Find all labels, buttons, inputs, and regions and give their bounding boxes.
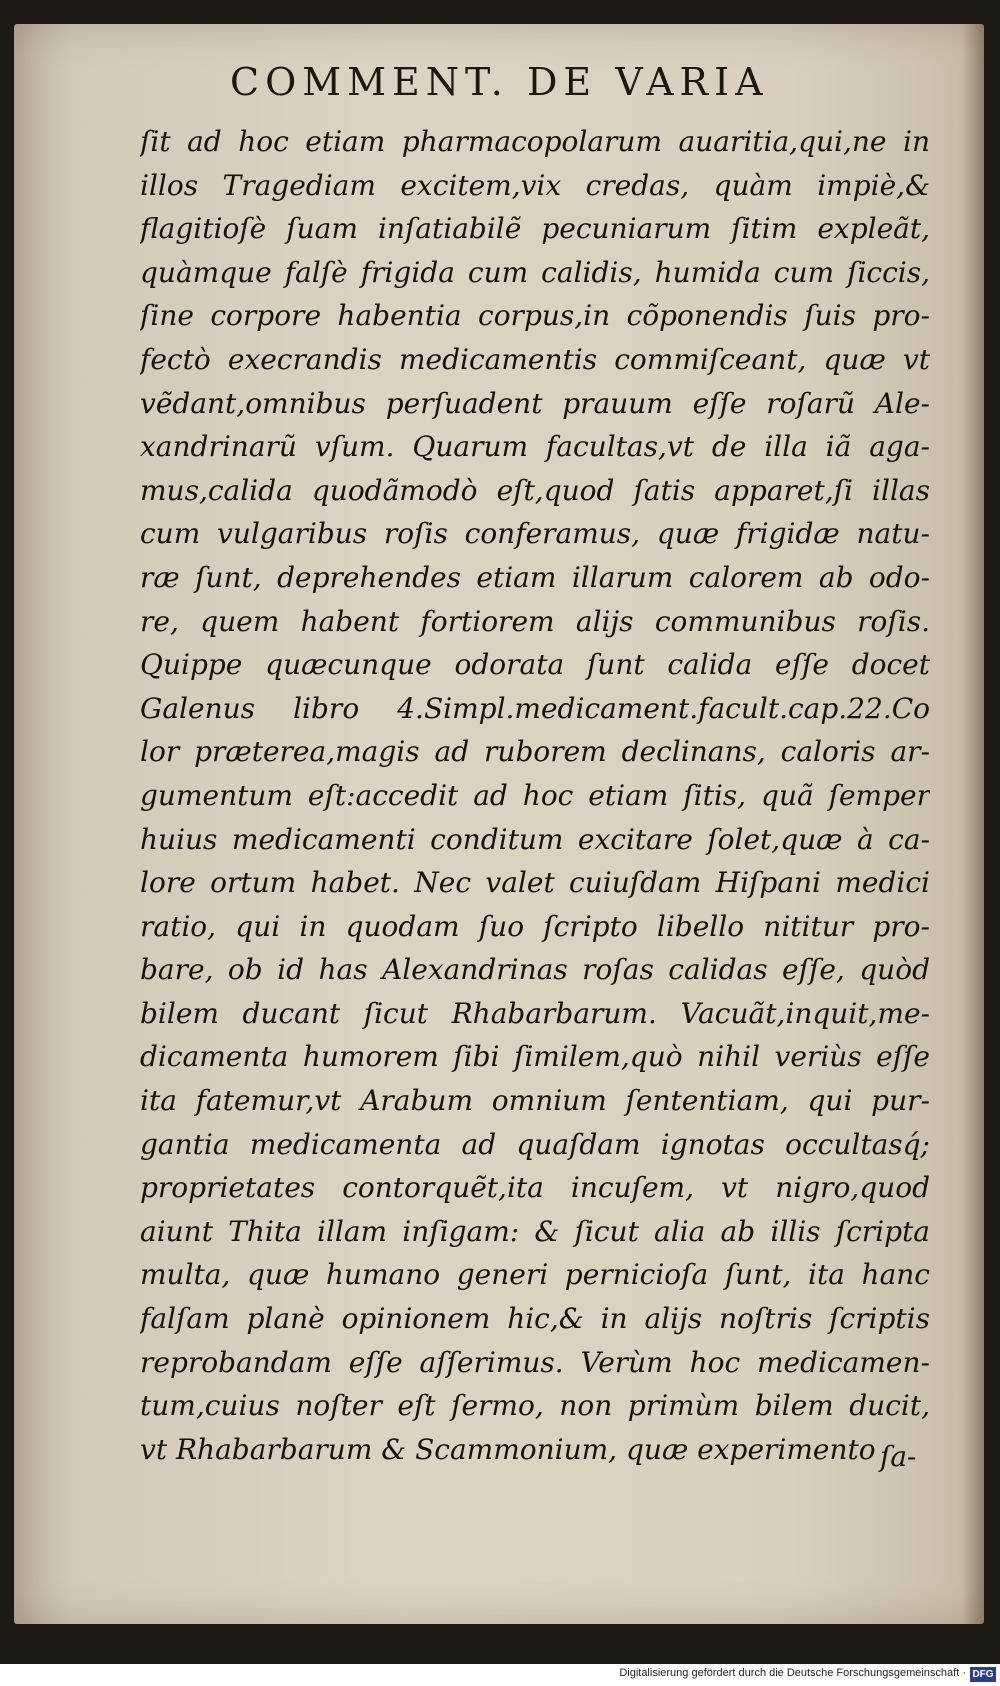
text-line: proprietates contorquẽt,ita incuſem, vt nigro,quod [140, 1171, 930, 1205]
dfg-logo-icon: DFG [970, 1667, 996, 1682]
text-line: xandrinarũ vſum. Quarum facultas,vt de illa iã aga- [140, 430, 930, 464]
text-line: mus,calida quodãmodò eſt,quod ſatis apparet,ſi illas [140, 473, 930, 507]
running-head: COMMENT. DE VARIA [230, 60, 769, 104]
text-line: huius medicamenti conditum excitare ſolet,quæ à ca- [140, 822, 930, 856]
text-line: ræ ſunt, deprehendes etiam illarum calorem ab odo- [140, 560, 930, 594]
text-line: fectò execrandis medicamentis commiſceant, quæ vt [140, 342, 930, 376]
footer-bar [0, 1664, 1000, 1686]
text-line: tum,cuius noſter eſt ſermo, non primùm bilem ducit, [140, 1389, 930, 1423]
text-line: lor præterea,magis ad ruborem declinans, caloris ar- [140, 735, 930, 769]
text-line: illos Tragediam excitem,vix credas, quàm impiè,& [140, 168, 930, 202]
text-line: vt Rhabarbarum & Scammonium, quæ experimento [140, 1432, 876, 1466]
text-line: flagitioſè ſuam inſatiabilẽ pecuniarum ſitim expleãt, [140, 212, 930, 246]
text-line: cum vulgaribus roſis conferamus, quæ frigidæ natu- [140, 517, 930, 551]
text-line: Quippe quæcunque odorata ſunt calida eſſe docet [140, 648, 930, 682]
text-line: bare, ob id has Alexandrinas roſas calidas eſſe, quòd [140, 953, 930, 987]
text-line: ita fatemur,vt Arabum omnium ſententiam, qui pur- [140, 1084, 930, 1118]
text-line: dicamenta humorem ſibi ſimilem,quò nihil veriùs eſſe [140, 1040, 930, 1074]
text-line: falſam planè opinionem hic,& in alijs noſtris ſcriptis [140, 1302, 930, 1336]
text-line: quàmque falſè frigida cum calidis, humida cum ſiccis, [140, 255, 930, 289]
text-line: Galenus libro 4.Simpl.medicament.facult.cap.22.Co [140, 691, 930, 725]
text-line: gumentum eſt:accedit ad hoc etiam ſitis, quã ſemper [140, 778, 930, 812]
text-line: ſine corpore habentia corpus,in cõponendis ſuis pro- [140, 299, 930, 333]
footer-credit: Digitalisierung gefördert durch die Deutsche Forschungsgemeinschaft · [619, 1667, 966, 1679]
catchword: ſa- [880, 1440, 917, 1473]
text-line: reprobandam eſſe aſſerimus. Verùm hoc medicamen- [140, 1345, 930, 1379]
text-line: lore ortum habet. Nec valet cuiuſdam Hiſpani medici [140, 866, 930, 900]
text-line: multa, quæ humano generi pernicioſa ſunt, ita hanc [140, 1258, 930, 1292]
text-line: ſit ad hoc etiam pharmacopolarum auaritia,qui,ne in [140, 125, 930, 158]
text-line: gantia medicamenta ad quaſdam ignotas occultasq́; [140, 1127, 930, 1161]
text-line: vẽdant,omnibus perſuadent prauum eſſe roſarũ Ale- [140, 386, 930, 420]
text-line: bilem ducant ſicut Rhabarbarum. Vacuãt,inquit,me- [140, 996, 930, 1030]
text-line: aiunt Thita illam inſigam: & ſicut alia ab illis ſcripta [140, 1214, 930, 1248]
text-line: ratio, qui in quodam ſuo ſcripto libello nititur pro- [140, 909, 930, 943]
body-text [140, 120, 930, 1471]
text-line: re, quem habent fortiorem alijs communibus roſis. [140, 604, 930, 638]
page-edge-shadow [962, 24, 984, 1624]
